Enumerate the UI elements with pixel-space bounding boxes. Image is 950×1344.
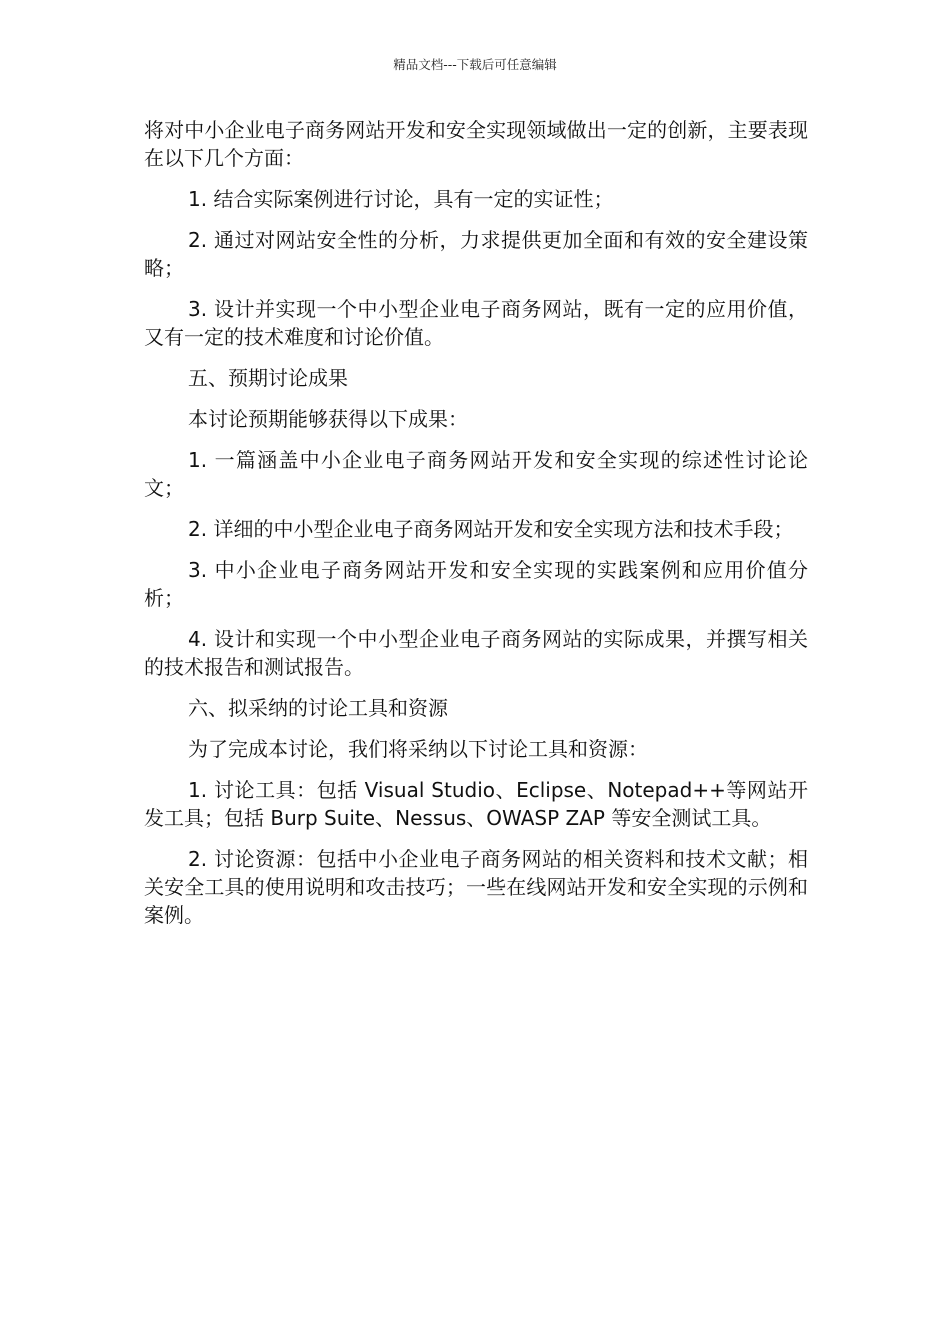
section-heading-expected-results: 五、预期讨论成果 <box>188 366 348 390</box>
innovation-item-3: 3. 设计并实现一个中小型企业电子商务网站，既有一定的应用价值，又有一定的技术难度和讨论价值。 <box>144 297 808 349</box>
result-item-3: 3. 中小企业电子商务网站开发和安全实现的实践案例和应用价值分析； <box>144 558 808 610</box>
result-item-2: 2. 详细的中小型企业电子商务网站开发和安全实现方法和技术手段； <box>188 517 794 541</box>
tools-item-1: 1. 讨论工具：包括 Visual Studio、Eclipse、Notepad++等网站开发工具；包括 Burp Suite、Nessus、OWASP ZAP 等安全测试工具。 <box>144 778 808 830</box>
innovation-item-1: 1. 结合实际案例进行讨论，具有一定的实证性； <box>188 187 614 211</box>
result-item-1: 1. 一篇涵盖中小企业电子商务网站开发和安全实现的综述性讨论论文； <box>144 448 808 500</box>
tools-intro: 为了完成本讨论，我们将采纳以下讨论工具和资源： <box>188 737 648 761</box>
results-intro: 本讨论预期能够获得以下成果： <box>188 407 468 431</box>
tools-item-2: 2. 讨论资源：包括中小企业电子商务网站的相关资料和技术文献；相关安全工具的使用说明和攻击技巧；一些在线网站开发和安全实现的示例和案例。 <box>144 847 808 927</box>
page-header: 精品文档---下载后可任意编辑 <box>393 57 557 72</box>
result-item-4: 4. 设计和实现一个中小型企业电子商务网站的实际成果，并撰写相关的技术报告和测试报告。 <box>144 627 808 679</box>
section-heading-tools-resources: 六、拟采纳的讨论工具和资源 <box>188 696 448 720</box>
document-body <box>144 116 808 942</box>
innovation-item-2: 2. 通过对网站安全性的分析，力求提供更加全面和有效的安全建设策略； <box>144 228 808 280</box>
paragraph-intro: 将对中小企业电子商务网站开发和安全实现领域做出一定的创新，主要表现在以下几个方面： <box>144 118 808 170</box>
